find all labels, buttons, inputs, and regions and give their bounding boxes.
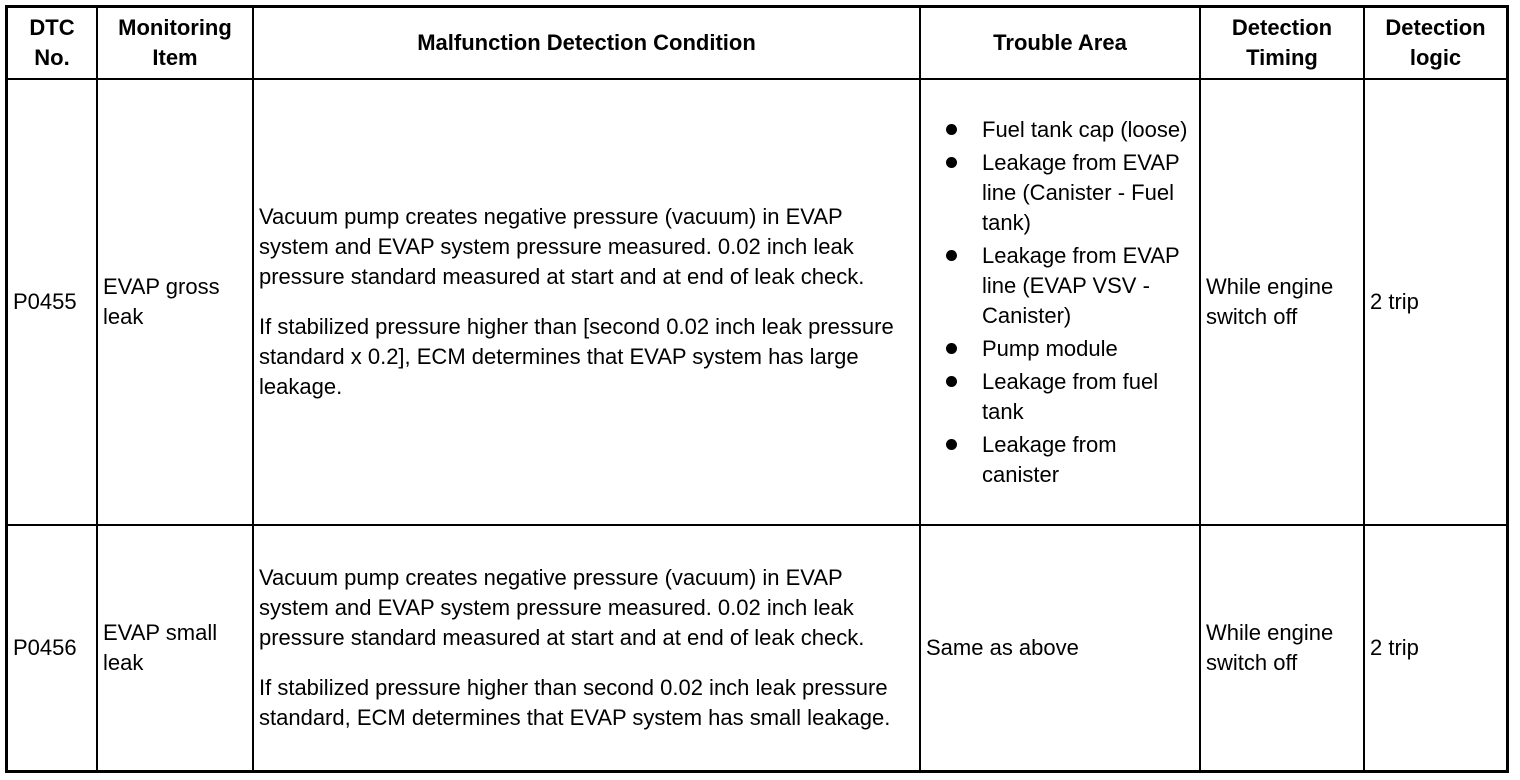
monitoring-item: EVAP gross leak [97,79,253,525]
bullet-icon [946,343,957,354]
header-row [7,7,1507,79]
detection-condition [253,79,920,525]
bullet-icon [946,124,957,135]
condition-paragraph: If stabilized pressure higher than [second 0.02 inch leak pressure standard x 0.2], ECM determines that EVAP system has large leakage. [259,314,894,399]
detection-logic: 2 trip [1364,525,1507,771]
trouble-area-item: Pump module [946,334,1194,364]
header-dtc-no: DTC No. [7,7,97,79]
condition-paragraph: If stabilized pressure higher than second 0.02 inch leak pressure standard, ECM determines that EVAP system has small leakage. [259,675,891,730]
dtc-table-container [6,6,1508,772]
trouble-area-item: Leakage from fuel tank [946,367,1194,427]
trouble-area-item: Leakage from EVAP line (Canister - Fuel tank) [946,148,1194,238]
trouble-area-item: Leakage from canister [946,430,1194,490]
header-detection-timing: Detection Timing [1200,7,1364,79]
dtc-code: P0456 [7,525,97,771]
dtc-table [6,6,1508,772]
detection-logic: 2 trip [1364,79,1507,525]
condition-paragraph: Vacuum pump creates negative pressure (vacuum) in EVAP system and EVAP system pressure measured. 0.02 inch leak pressure standard measured at start and at end of leak check. [259,565,865,650]
trouble-area-list [926,115,1194,490]
trouble-area [920,79,1200,525]
detection-condition [253,525,920,771]
bullet-icon [946,439,957,450]
trouble-area-item: Leakage from EVAP line (EVAP VSV - Canister) [946,241,1194,331]
detection-timing: While engine switch off [1200,525,1364,771]
header-trouble-area: Trouble Area [920,7,1200,79]
table-row [7,79,1507,525]
trouble-area: Same as above [920,525,1200,771]
bullet-icon [946,250,957,261]
header-detection-logic: Detection logic [1364,7,1507,79]
condition-paragraph: Vacuum pump creates negative pressure (vacuum) in EVAP system and EVAP system pressure measured. 0.02 inch leak pressure standard measured at start and at end of leak check. [259,204,865,289]
header-malfunction-condition: Malfunction Detection Condition [253,7,920,79]
detection-timing: While engine switch off [1200,79,1364,525]
trouble-area-item: Fuel tank cap (loose) [946,115,1194,145]
bullet-icon [946,376,957,387]
header-monitoring-item: Monitoring Item [97,7,253,79]
monitoring-item: EVAP small leak [97,525,253,771]
bullet-icon [946,157,957,168]
dtc-code: P0455 [7,79,97,525]
table-row [7,525,1507,771]
